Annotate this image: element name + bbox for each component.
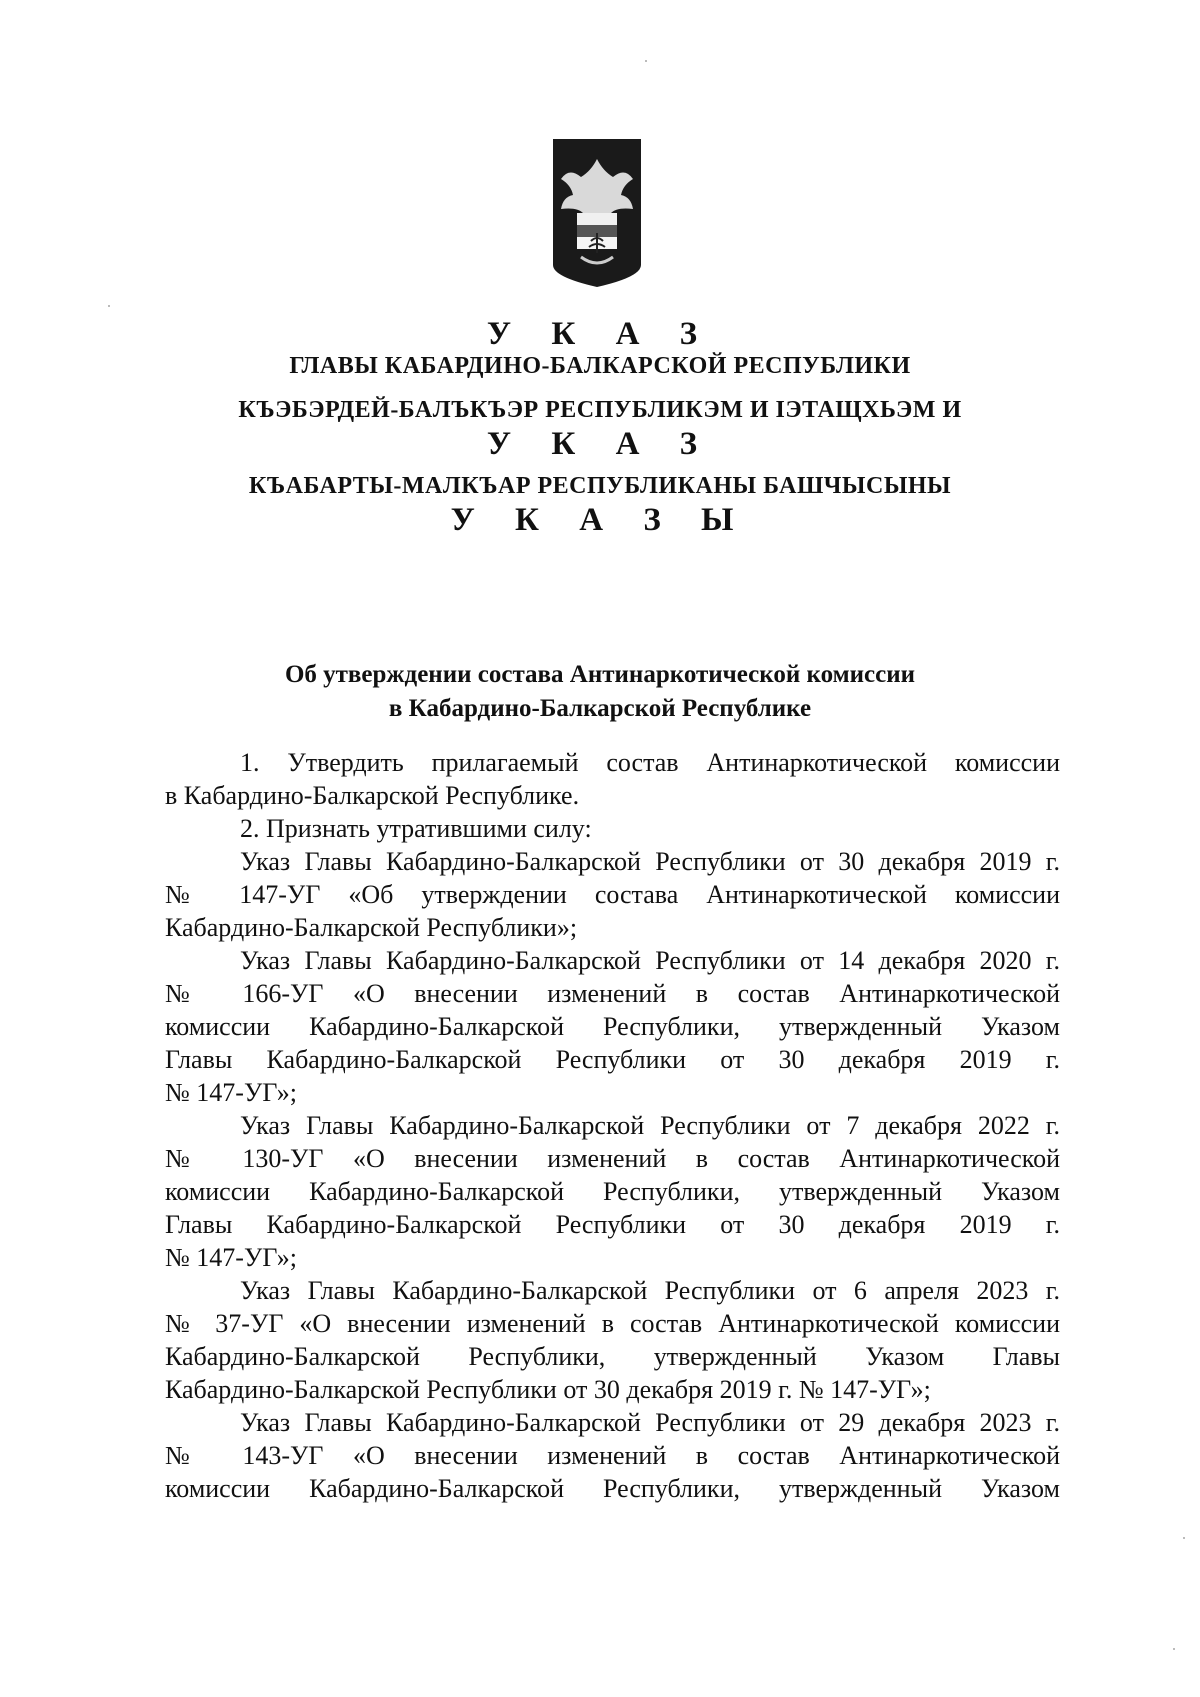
paragraph-line: комиссии Кабардино-Балкарской Республики, утвержденный Указом [165,1474,1060,1503]
paragraph-line: Указ Главы Кабардино-Балкарской Республики от 29 декабря 2023 г. [240,1408,1060,1437]
paragraph-line: Указ Главы Кабардино-Балкарской Республики от 6 апреля 2023 г. [240,1276,1060,1305]
decree-body [165,746,1060,1505]
paragraph-line: № 130-УГ «О внесении изменений в состав Антинаркотической [165,1144,1060,1173]
paragraph-line: № 166-УГ «О внесении изменений в состав Антинаркотической [165,979,1060,1008]
paragraph-line: Указ Главы Кабардино-Балкарской Республики от 14 декабря 2020 г. [240,946,1060,975]
paragraph-line: Кабардино-Балкарской Республики»; [165,913,578,942]
paragraph-line: Главы Кабардино-Балкарской Республики от 30 декабря 2019 г. [165,1210,1060,1239]
paragraph-line: № 143-УГ «О внесении изменений в состав Антинаркотической [165,1441,1060,1470]
paragraph-line: 1. Утвердить прилагаемый состав Антинаркотической комиссии [240,748,1060,777]
paragraph-line: Указ Главы Кабардино-Балкарской Республики от 30 декабря 2019 г. [240,847,1060,876]
scan-speck [645,60,647,62]
decree-heading-kabardian: У К А З [486,426,714,462]
paragraph-line: 2. Признать утратившими силу: [240,814,592,843]
decree-heading-balkar: У К А З Ы [450,502,750,538]
paragraph-line: № 147-УГ «Об утверждении состава Антинаркотической комиссии [165,880,1060,909]
paragraph-line: Кабардино-Балкарской Республики, утвержденный Указом Главы [165,1342,1060,1371]
decree-title-line: Об утверждении состава Антинаркотической комиссии [284,661,916,688]
paragraph-line: Главы Кабардино-Балкарской Республики от 30 декабря 2019 г. [165,1045,1060,1074]
paragraph-line: № 147-УГ»; [165,1078,297,1107]
paragraph-line: Кабардино-Балкарской Республики от 30 декабря 2019 г. № 147-УГ»; [165,1375,931,1404]
decree-title [0,658,1200,726]
paragraph-line: № 147-УГ»; [165,1243,297,1272]
paragraph-line: Указ Главы Кабардино-Балкарской Республики от 7 декабря 2022 г. [240,1111,1060,1140]
paragraph-line: комиссии Кабардино-Балкарской Республики, утвержденный Указом [165,1012,1060,1041]
scan-speck [1183,1537,1185,1539]
paragraph-line: комиссии Кабардино-Балкарской Республики, утвержденный Указом [165,1177,1060,1206]
issuer-line-balkar: КЪАБАРТЫ-МАЛКЪАР РЕСПУБЛИКАНЫ БАШЧЫСЫНЫ [248,473,952,499]
issuer-line-russian: ГЛАВЫ КАБАРДИНО-БАЛКАРСКОЙ РЕСПУБЛИКИ [289,353,911,379]
paragraph-line: в Кабардино-Балкарской Республике. [165,781,580,810]
issuer-line-kabardian: КЪЭБЭРДЕЙ-БАЛЪКЪЭР РЕСПУБЛИКЭМ И ІЭТАЩХЬЭМ И [238,397,962,423]
decree-title-line: в Кабардино-Балкарской Республике [388,695,812,722]
coat-of-arms-emblem [551,137,643,289]
decree-heading: У К А З [486,316,714,352]
paragraph-line: № 37-УГ «О внесении изменений в состав Антинаркотической комиссии [165,1309,1060,1338]
scan-speck [108,305,110,307]
scan-speck [1173,1648,1175,1650]
